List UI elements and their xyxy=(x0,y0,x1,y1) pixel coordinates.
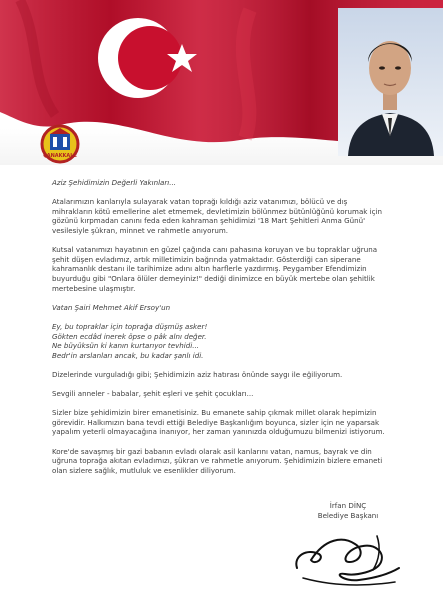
paragraph-1: Atalarımızın kanlarıyla sulayarak vatan toprağı kıldığı aziz vatanımızı, bölücü ve dış mihrakların kötü emellerine alet etmemek, devletimizin bölünmez bütünlüğünü korumak için gözünü kırpmadan canını feda eden kahraman şehidimizi '18 Mart Şehitleri Anma Günü' vesilesiyle şükran, minnet ve rahmetle anıyorum. xyxy=(52,197,382,235)
letter-body xyxy=(52,178,388,485)
salutation: Aziz Şehidimizin Değerli Yakınları... xyxy=(52,178,177,187)
paragraph-6: Kore'de savaşmış bir gazi babanın evladı olarak asil kanlarını vatan, namus, bayrak ve din uğruna toprağa akıtan evladımızı, şükran ve rahmetle anıyorum. Şehidimizin bizlere emaneti olan sizlere sağlık, mutluluk ve esenlikler diliyorum. xyxy=(52,446,383,475)
handwritten-signature xyxy=(285,518,405,593)
martyr-portrait xyxy=(338,8,443,156)
paragraph-5: Sizler bize şehidimizin birer emanetisiniz. Bu emanete sahip çıkmak millet olarak hepimizin görevidir. Halkımızın bana tevdi ettiği Belediye Başkanlığım boyunca, sizler için ne yaparsak yapalım yeterli olmayacağına inanıyor, her zaman yanınızda olduğumuzu bilmenizi istiyorum. xyxy=(52,408,385,437)
signatory-title: Belediye Başkanı xyxy=(317,510,379,520)
paragraph-4: Sevgili anneler - babalar, şehit eşleri ve şehit çocukları... xyxy=(52,389,254,399)
svg-text:ÇANAKKALE: ÇANAKKALE xyxy=(43,153,77,159)
paragraph-3: Dizelerinde vurguladığı gibi; Şehidimizin aziz hatırası önünde saygı ile eğiliyorum. xyxy=(52,369,343,379)
poem xyxy=(52,322,388,360)
poem-line: Ey, bu topraklar için toprağa düşmüş asker! xyxy=(52,321,208,331)
signatory-name: İrfan DİNÇ xyxy=(329,501,367,510)
poem-line: Ne büyüksün ki kanın kurtarıyor tevhidi... xyxy=(52,341,199,351)
poem-line: Gökten ecdâd inerek öpse o pâk alnı değer. xyxy=(52,331,207,341)
paragraph-2: Kutsal vatanımızı hayatının en güzel çağında canı pahasına koruyan ve bu topraklar uğruna şehit düşen evladımız, artık milletimizin bağrında yatmaktadır. Gösterdiği can siperane kahramanlık destanı ile tarihimize adını altın harflerle yazdırmış. Peygamber Efendimizin buyurduğu gibi "Onlara ölüler demeyiniz!" dediği dinimizce en büyük mertebe olan şehitlik mertebesine ulaşmıştır. xyxy=(52,245,378,293)
poem-title: Vatan Şairi Mehmet Akif Ersoy'un xyxy=(52,302,171,312)
poem-line: Bedr'in arslanları ancak, bu kadar şanlı idi. xyxy=(52,350,204,360)
municipality-emblem xyxy=(40,122,80,170)
